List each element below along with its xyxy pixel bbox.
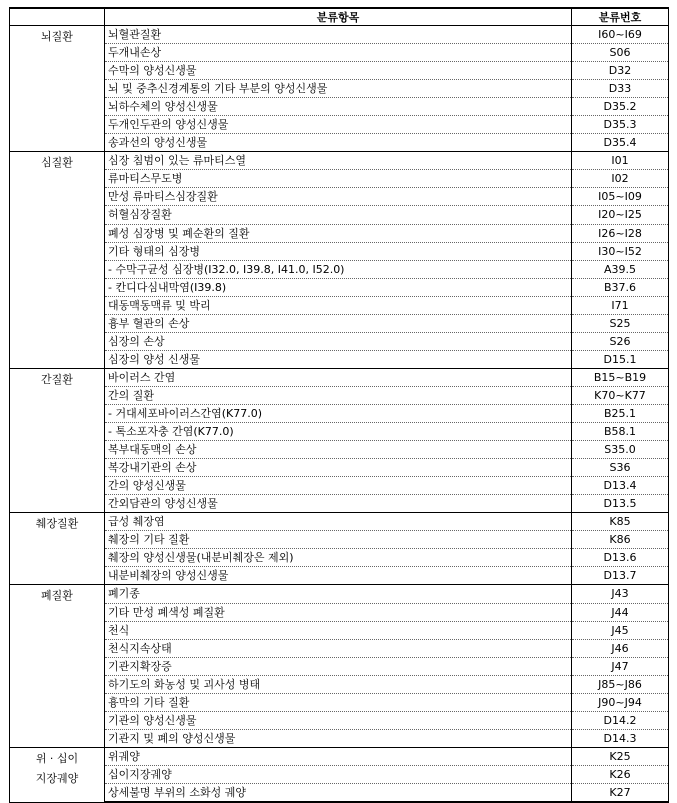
- item-cell: 위궤양: [105, 747, 572, 765]
- table-row: [10, 188, 669, 206]
- item-cell: 대동맥동맥류 및 박리: [105, 296, 572, 314]
- table-row: [10, 152, 669, 170]
- code-cell: S36: [572, 459, 669, 477]
- category-cell: [10, 747, 105, 802]
- code-cell: I71: [572, 296, 669, 314]
- table-row: [10, 639, 669, 657]
- table-row: [10, 513, 669, 531]
- table-row: [10, 260, 669, 278]
- item-cell: 기타 형태의 심장병: [105, 242, 572, 260]
- item-cell: 뇌혈관질환: [105, 26, 572, 44]
- item-cell: 흉부 혈관의 손상: [105, 314, 572, 332]
- table-row: [10, 224, 669, 242]
- code-cell: I02: [572, 170, 669, 188]
- item-cell: 심장의 손상: [105, 332, 572, 350]
- table-row: [10, 675, 669, 693]
- item-cell: - 칸디다심내막염(I39.8): [105, 278, 572, 296]
- code-cell: K27: [572, 783, 669, 802]
- table-row: [10, 729, 669, 747]
- category-cell: [10, 585, 105, 747]
- table-row: [10, 314, 669, 332]
- code-cell: A39.5: [572, 260, 669, 278]
- item-cell: 천식: [105, 621, 572, 639]
- table-row: [10, 495, 669, 513]
- table-row: [10, 423, 669, 441]
- item-cell: - 수막구균성 심장병(I32.0, I39.8, I41.0, I52.0): [105, 260, 572, 278]
- code-cell: I30~I52: [572, 242, 669, 260]
- item-cell: 간의 질환: [105, 386, 572, 404]
- code-cell: S35.0: [572, 441, 669, 459]
- table-row: [10, 98, 669, 116]
- classification-table-container: [9, 7, 668, 803]
- item-cell: 복강내기관의 손상: [105, 459, 572, 477]
- item-cell: 기관지 및 폐의 양성신생물: [105, 729, 572, 747]
- code-cell: D35.4: [572, 134, 669, 152]
- table-row: [10, 657, 669, 675]
- item-cell: 간외담관의 양성신생물: [105, 495, 572, 513]
- item-cell: 두개내손상: [105, 44, 572, 62]
- code-cell: K86: [572, 531, 669, 549]
- category-cell: [10, 368, 105, 512]
- table-row: [10, 170, 669, 188]
- item-cell: 내분비췌장의 양성신생물: [105, 567, 572, 585]
- category-label: 간질환: [41, 372, 73, 386]
- header-code: 분류번호: [572, 8, 669, 26]
- table-row: [10, 296, 669, 314]
- item-cell: 기타 만성 폐색성 폐질환: [105, 603, 572, 621]
- table-row: [10, 44, 669, 62]
- item-cell: 심장 침범이 있는 류마티스열: [105, 152, 572, 170]
- code-cell: D32: [572, 62, 669, 80]
- header-category-blank: [10, 8, 105, 26]
- code-cell: J90~J94: [572, 693, 669, 711]
- code-cell: I26~I28: [572, 224, 669, 242]
- table-row: [10, 549, 669, 567]
- item-cell: 폐성 심장병 및 폐순환의 질환: [105, 224, 572, 242]
- table-row: [10, 441, 669, 459]
- table-row: [10, 711, 669, 729]
- code-cell: D13.4: [572, 477, 669, 495]
- item-cell: 십이지장궤양: [105, 765, 572, 783]
- code-cell: I01: [572, 152, 669, 170]
- item-cell: 상세불명 부위의 소화성 궤양: [105, 783, 572, 802]
- code-cell: S25: [572, 314, 669, 332]
- table-row: [10, 693, 669, 711]
- code-cell: K85: [572, 513, 669, 531]
- table-row: [10, 242, 669, 260]
- code-cell: B58.1: [572, 423, 669, 441]
- code-cell: B25.1: [572, 404, 669, 422]
- table-row: [10, 621, 669, 639]
- category-cell: [10, 152, 105, 369]
- item-cell: 바이러스 간염: [105, 368, 572, 386]
- table-row: [10, 567, 669, 585]
- table-row: [10, 747, 669, 765]
- code-cell: J44: [572, 603, 669, 621]
- table-body: [10, 26, 669, 803]
- table-row: [10, 134, 669, 152]
- item-cell: 폐기종: [105, 585, 572, 603]
- code-cell: K26: [572, 765, 669, 783]
- table-row: [10, 404, 669, 422]
- table-row: [10, 477, 669, 495]
- table-row: [10, 765, 669, 783]
- item-cell: 기관지확장증: [105, 657, 572, 675]
- table-row: [10, 368, 669, 386]
- item-cell: - 거대세포바이러스간염(K77.0): [105, 404, 572, 422]
- code-cell: D15.1: [572, 350, 669, 368]
- disease-classification-table: [9, 7, 669, 803]
- item-cell: 뇌 및 중추신경계통의 기타 부분의 양성신생물: [105, 80, 572, 98]
- code-cell: J85~J86: [572, 675, 669, 693]
- code-cell: I05~I09: [572, 188, 669, 206]
- item-cell: 만성 류마티스심장질환: [105, 188, 572, 206]
- code-cell: B15~B19: [572, 368, 669, 386]
- item-cell: 송과선의 양성신생물: [105, 134, 572, 152]
- table-row: [10, 62, 669, 80]
- code-cell: J45: [572, 621, 669, 639]
- table-row: [10, 332, 669, 350]
- category-cell: [10, 513, 105, 585]
- item-cell: 췌장의 기타 질환: [105, 531, 572, 549]
- code-cell: S26: [572, 332, 669, 350]
- category-cell: [10, 26, 105, 152]
- table-row: [10, 80, 669, 98]
- code-cell: J47: [572, 657, 669, 675]
- code-cell: D33: [572, 80, 669, 98]
- item-cell: 두개인두관의 양성신생물: [105, 116, 572, 134]
- header-item: 분류항목: [105, 8, 572, 26]
- item-cell: 췌장의 양성신생물(내분비췌장은 제외): [105, 549, 572, 567]
- item-cell: 복부대동맥의 손상: [105, 441, 572, 459]
- code-cell: D14.3: [572, 729, 669, 747]
- item-cell: 천식지속상태: [105, 639, 572, 657]
- item-cell: 수막의 양성신생물: [105, 62, 572, 80]
- code-cell: B37.6: [572, 278, 669, 296]
- code-cell: I20~I25: [572, 206, 669, 224]
- table-row: [10, 459, 669, 477]
- category-label: 심질환: [41, 156, 73, 170]
- table-row: [10, 26, 669, 44]
- code-cell: K70~K77: [572, 386, 669, 404]
- item-cell: 허혈심장질환: [105, 206, 572, 224]
- table-row: [10, 350, 669, 368]
- table-row: [10, 206, 669, 224]
- code-cell: D13.7: [572, 567, 669, 585]
- code-cell: K25: [572, 747, 669, 765]
- category-label: 위 · 십이: [35, 751, 79, 765]
- item-cell: 간의 양성신생물: [105, 477, 572, 495]
- code-cell: D14.2: [572, 711, 669, 729]
- item-cell: 심장의 양성 신생물: [105, 350, 572, 368]
- table-row: [10, 386, 669, 404]
- category-label: 폐질환: [41, 589, 73, 603]
- code-cell: D13.5: [572, 495, 669, 513]
- table-row: [10, 531, 669, 549]
- item-cell: 급성 췌장염: [105, 513, 572, 531]
- table-row: [10, 585, 669, 603]
- category-label: 췌장질환: [35, 517, 79, 531]
- category-label: 지장궤양: [35, 771, 79, 785]
- code-cell: D35.2: [572, 98, 669, 116]
- item-cell: - 톡소포자충 간염(K77.0): [105, 423, 572, 441]
- item-cell: 흉막의 기타 질환: [105, 693, 572, 711]
- code-cell: I60~I69: [572, 26, 669, 44]
- item-cell: 류마티스무도병: [105, 170, 572, 188]
- category-label: 뇌질환: [41, 30, 73, 43]
- code-cell: D35.3: [572, 116, 669, 134]
- code-cell: J43: [572, 585, 669, 603]
- table-row: [10, 116, 669, 134]
- table-row: [10, 783, 669, 802]
- table-row: [10, 278, 669, 296]
- item-cell: 뇌하수체의 양성신생물: [105, 98, 572, 116]
- code-cell: D13.6: [572, 549, 669, 567]
- table-row: [10, 603, 669, 621]
- code-cell: S06: [572, 44, 669, 62]
- code-cell: J46: [572, 639, 669, 657]
- item-cell: 기관의 양성신생물: [105, 711, 572, 729]
- table-header-row: [10, 8, 669, 26]
- item-cell: 하기도의 화농성 및 괴사성 병태: [105, 675, 572, 693]
